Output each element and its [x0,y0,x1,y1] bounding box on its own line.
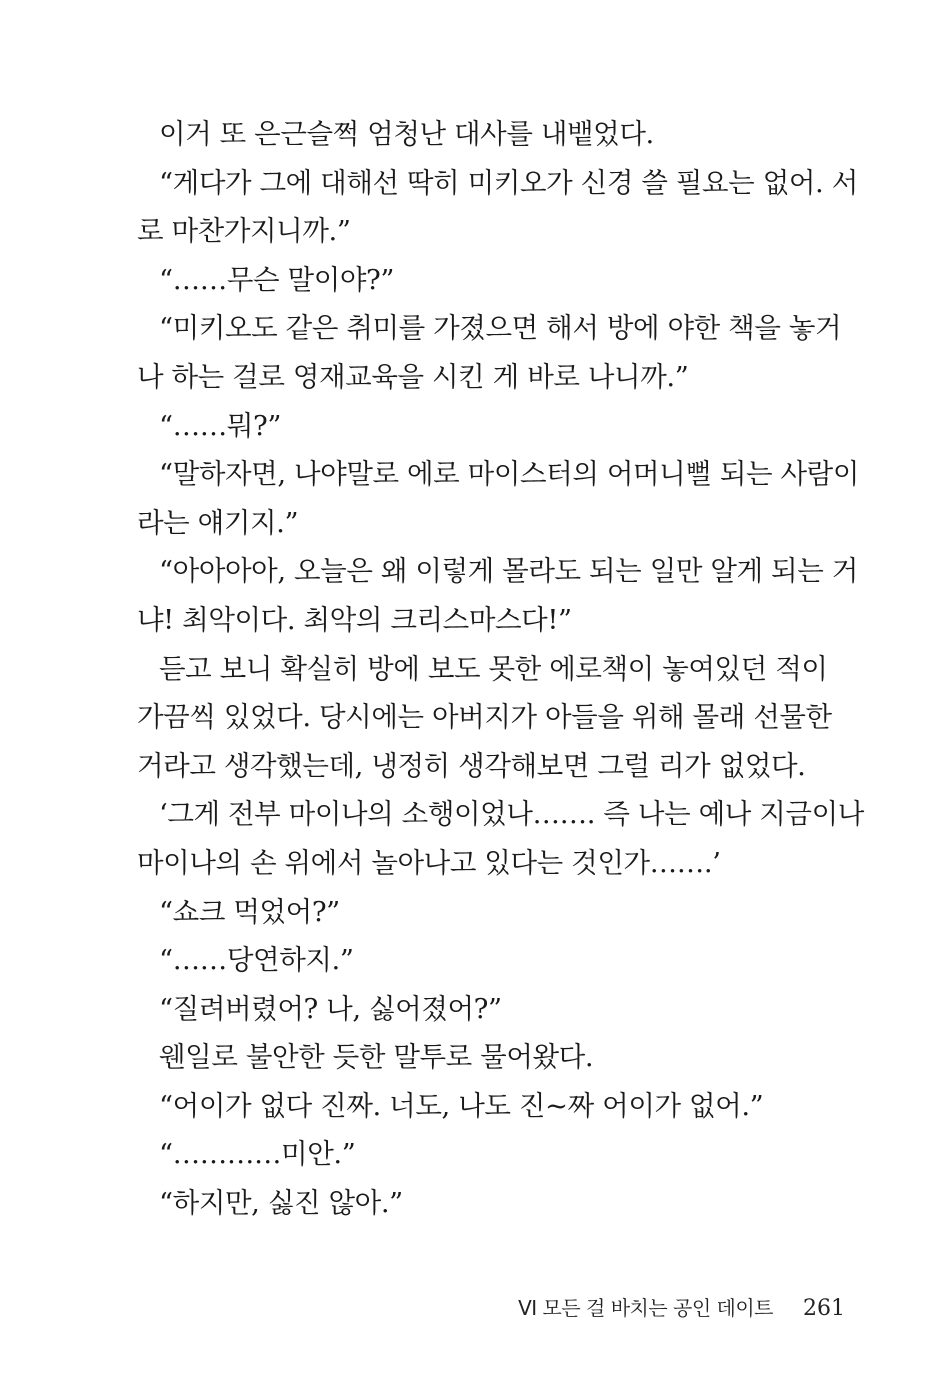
text-line: 마이나의 손 위에서 놀아나고 있다는 것인가…….’ [137,846,721,879]
text-line: “아아아아, 오늘은 왜 이렇게 몰라도 되는 일만 알게 되는 거 [159,555,858,588]
text-line: “어이가 없다 진짜. 너도, 나도 진~짜 어이가 없어.” [159,1089,764,1122]
text-line: 가끔씩 있었다. 당시에는 아버지가 아들을 위해 몰래 선물한 [137,701,832,734]
page-body [137,110,864,1228]
text-line: 듣고 보니 확실히 방에 보도 못한 에로책이 놓여있던 적이 [159,652,828,685]
text-line: ‘그게 전부 마이나의 소행이었나……. 즉 나는 예나 지금이나 [159,798,864,831]
text-line: “하지만, 싫진 않아.” [159,1187,403,1220]
page-footer [0,1292,845,1328]
text-line: 라는 얘기지.” [137,506,299,539]
text-line: “질려버렸어? 나, 싫어졌어?” [159,992,502,1025]
text-line: 웬일로 불안한 듯한 말투로 물어왔다. [159,1041,594,1074]
text-line: “게다가 그에 대해선 딱히 미키오가 신경 쓸 필요는 없어. 서 [159,166,858,199]
text-line: “……무슨 말이야?” [159,263,395,296]
text-line: “미키오도 같은 취미를 가졌으면 해서 방에 야한 책을 놓거 [159,312,842,345]
text-line: 이거 또 은근슬쩍 엄청난 대사를 내뱉었다. [159,118,654,150]
page-number: 261 [803,1296,845,1321]
text-line: 나 하는 걸로 영재교육을 시킨 게 바로 나니까.” [137,360,689,393]
text-line: 로 마찬가지니까.” [137,215,351,248]
text-line: “쇼크 먹었어?” [159,895,340,928]
text-line: “…………미안.” [159,1138,356,1171]
text-line: 거라고 생각했는데, 냉정히 생각해보면 그럴 리가 없었다. [137,749,806,782]
text-line: “말하자면, 나야말로 에로 마이스터의 어머니뻘 되는 사람이 [159,458,860,491]
running-chapter-title: VI 모든 걸 바치는 공인 데이트 [518,1296,773,1320]
text-line: “……당연하지.” [159,944,354,977]
text-line: 냐! 최악이다. 최악의 크리스마스다!” [137,603,572,636]
text-line: “……뭐?” [159,409,282,442]
